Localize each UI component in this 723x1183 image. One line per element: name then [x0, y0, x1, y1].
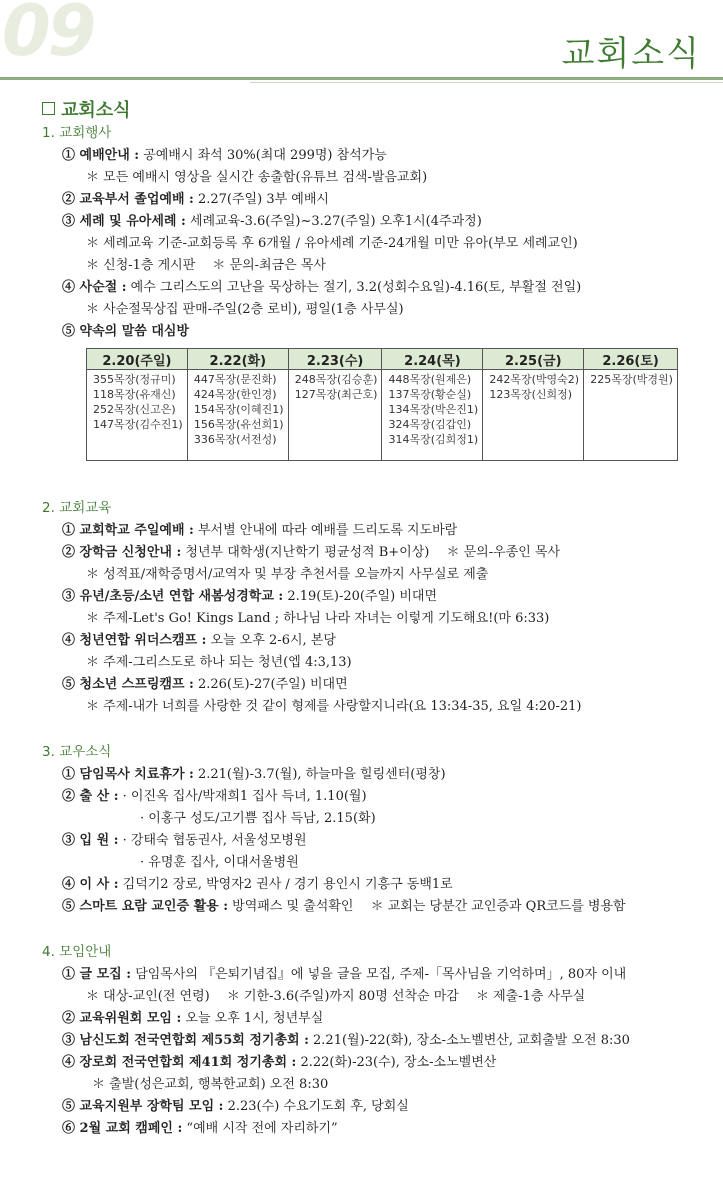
- header-rule-thin: [250, 82, 723, 83]
- s2-item-5: [62, 676, 348, 694]
- item-text: 2.27(주일) 3부 예배시: [193, 192, 329, 207]
- s1-item-1: [62, 147, 387, 165]
- item-text: 공예배시 좌석 30%(최대 299명) 참석가능: [139, 148, 387, 163]
- visitation-schedule-table: [86, 348, 678, 461]
- item-text: “예배 시작 전에 자리하기”: [182, 1121, 338, 1136]
- s2-item-3: [62, 588, 437, 606]
- s2-item-2: [62, 544, 560, 562]
- s1-item-3: [62, 213, 482, 231]
- cell-entry: 248목장(김승훈): [294, 373, 378, 386]
- cell-entry: 447목장(문진화): [193, 373, 277, 386]
- item-text: · 강태숙 협동권사, 서울성모병원: [118, 833, 307, 848]
- item-label: ③ 세례 및 유아세례 :: [62, 214, 186, 229]
- s4-item-6: [62, 1120, 338, 1138]
- s1-note-4: ＊ 사순절묵상집 판매-주일(2층 로비), 평일(1층 사무실): [86, 302, 404, 317]
- s3-item-4: [62, 876, 453, 894]
- cell-entry: 336목장(서전성): [193, 433, 277, 446]
- cell-entry: 123목장(신희정): [489, 388, 573, 401]
- item-text: 담임목사의 『은퇴기념집』에 넣을 글을 모집, 주제-「목사님을 기억하며」, 80자 이내: [131, 967, 627, 982]
- item-label: ④ 청년연합 위더스캠프 :: [62, 633, 207, 648]
- item-label: ④ 장로회 전국연합회 제41회 정기총회 :: [62, 1055, 297, 1070]
- table-cell: [87, 370, 188, 461]
- table-cell: [288, 370, 382, 461]
- cell-entry: 324목장(김갑인): [388, 418, 472, 431]
- s2-item-1: [62, 522, 457, 540]
- cell-entry: 242목장(박영숙2): [489, 373, 580, 386]
- item-text: 오늘 오후 2-6시, 본당: [206, 633, 336, 648]
- item-label: ② 장학금 신청안내 :: [62, 545, 182, 560]
- s3-item-1: [62, 766, 446, 784]
- item-text: 2.21(월)-3.7(월), 하늘마을 힐링센터(평창): [193, 767, 446, 782]
- item-text: 2.19(토)-20(주일) 비대면: [283, 589, 437, 604]
- s3-item-2: [62, 788, 367, 806]
- header-rule: [0, 77, 723, 80]
- table-cell: [187, 370, 288, 461]
- cell-entry: 314목장(김희정1): [388, 433, 479, 446]
- s2-note-3: ＊ 주제-Let's Go! Kings Land ; 하나님 나라 자녀는 이렇게 기도해요!(마 6:33): [86, 611, 550, 626]
- item-text: 김덕기2 장로, 박영자2 권사 / 경기 용인시 기흥구 동백1로: [118, 877, 453, 892]
- item-label: ① 예배안내 :: [62, 148, 140, 163]
- item-text: 2.22(화)-23(수), 장소-소노벨변산: [296, 1055, 497, 1070]
- item-text: 2.23(수) 수요기도회 후, 당회실: [223, 1099, 409, 1114]
- table-header-cell: 2.26(토): [584, 349, 678, 370]
- page-title: 교회소식: [561, 34, 701, 74]
- item-text: 부서별 안내에 따라 예배를 드리도록 지도바람: [193, 523, 458, 538]
- item-text: 방역패스 및 출석확인 ＊ 교회는 당분간 교인증과 QR코드를 병용함: [228, 899, 626, 914]
- cell-entry: 154목장(이혜진1): [193, 403, 284, 416]
- s4-note-4: ＊ 출발(성은교회, 행복한교회) 오전 8:30: [92, 1077, 329, 1092]
- item-label: ② 교육위원회 모임 :: [62, 1011, 182, 1026]
- table-header-cell: 2.23(수): [288, 349, 382, 370]
- table-header-cell: 2.25(금): [483, 349, 584, 370]
- cell-entry: 147목장(김수진1): [93, 418, 183, 431]
- s1-note-1: ＊ 모든 예배시 영상을 실시간 송출함(유튜브 검색-발음교회): [86, 170, 428, 185]
- item-label: ④ 사순절 :: [62, 280, 127, 295]
- s3-item-3b: · 유명훈 집사, 이대서울병원: [140, 855, 299, 870]
- item-text: 청년부 대학생(지난학기 평균성적 B+이상) ＊ 문의-우종인 목사: [181, 545, 561, 560]
- s4-item-5: [62, 1098, 409, 1116]
- table-cell: [382, 370, 483, 461]
- item-label: ① 글 모집 :: [62, 967, 132, 982]
- section-1-title: 1. 교회행사: [42, 125, 112, 141]
- item-label: ⑤ 청소년 스프링캠프 :: [62, 677, 194, 692]
- s3-item-3: [62, 832, 307, 850]
- item-label: ⑤ 스마트 요람 교인증 활용 :: [62, 899, 229, 914]
- s4-item-2: [62, 1010, 323, 1028]
- table-header-row: [87, 349, 678, 370]
- cell-entry: 448목장(원제은): [388, 373, 472, 386]
- item-label: ② 교육부서 졸업예배 :: [62, 192, 194, 207]
- table-row: [87, 370, 678, 461]
- cell-entry: 225목장(박경원): [590, 373, 673, 386]
- s1-note-3b: ＊ 신청-1층 게시판 ＊ 문의-최금은 목사: [86, 258, 326, 273]
- section-title: [42, 96, 131, 122]
- s3-item-2b: · 이홍구 성도/고기쁨 집사 득남, 2.15(화): [140, 811, 376, 826]
- s1-item-5: [62, 323, 189, 341]
- s2-note-2: ＊ 성적표/재학증명서/교역자 및 부장 추천서를 오늘까지 사무실로 제출: [86, 567, 489, 582]
- section-2-title: 2. 교회교육: [42, 500, 112, 516]
- s4-item-4: [62, 1054, 496, 1072]
- table-header-cell: 2.20(주일): [87, 349, 188, 370]
- table-header-cell: 2.24(목): [382, 349, 483, 370]
- item-label: ① 교회학교 주일예배 :: [62, 523, 194, 538]
- item-text: 오늘 오후 1시, 청년부실: [181, 1011, 324, 1026]
- s1-item-2: [62, 191, 329, 209]
- item-label: ③ 유년/초등/소년 연합 새봄성경학교 :: [62, 589, 284, 604]
- cell-entry: 118목장(유재신): [93, 388, 176, 401]
- s3-item-5: [62, 898, 626, 916]
- cell-entry: 252목장(신고은): [93, 403, 176, 416]
- s4-note-1: ＊ 대상-교인(전 연령) ＊ 기한-3.6(주일)까지 80명 선착순 마감 ＊ 제출-1층 사무실: [86, 989, 586, 1004]
- item-text: · 이진옥 집사/박재희1 집사 득녀, 1.10(월): [118, 789, 367, 804]
- item-label: ② 출 산 :: [62, 789, 119, 804]
- s1-note-3a: ＊ 세례교육 기준-교회등록 후 6개월 / 유아세례 기준-24개월 미만 유아(부모 세례교인): [86, 236, 578, 251]
- cell-entry: 137목장(황순실): [388, 388, 472, 401]
- cell-entry: 134목장(박은진1): [388, 403, 479, 416]
- cell-entry: 424목장(한인경): [193, 388, 277, 401]
- item-label: ④ 이 사 :: [62, 877, 119, 892]
- section-4-title: 4. 모임안내: [42, 944, 112, 960]
- table-header-cell: 2.22(화): [187, 349, 288, 370]
- page-number: 09: [2, 0, 94, 72]
- s2-item-4: [62, 632, 336, 650]
- item-label: ③ 입 원 :: [62, 833, 119, 848]
- item-label: ⑤ 약속의 말씀 대심방: [62, 324, 190, 339]
- cell-entry: 355목장(정규미): [93, 373, 176, 386]
- item-label: ⑤ 교육지원부 장학팀 모임 :: [62, 1099, 224, 1114]
- item-text: 2.21(월)-22(화), 장소-소노벨변산, 교회출발 오전 8:30: [308, 1033, 630, 1048]
- checkbox-square-icon: [42, 102, 55, 115]
- s2-note-5: ＊ 주제-내가 너희를 사랑한 것 같이 형제를 사랑할지니라(요 13:34-35, 요일 4:20-21): [86, 699, 582, 714]
- item-label: ① 담임목사 치료휴가 :: [62, 767, 194, 782]
- table-cell: [483, 370, 584, 461]
- s2-note-4: ＊ 주제-그리스도로 하나 되는 청년(엡 4:3,13): [86, 655, 352, 670]
- s4-item-1: [62, 966, 626, 984]
- section-3-title: 3. 교우소식: [42, 744, 112, 760]
- item-label: ③ 남신도회 전국연합회 제55회 정기총회 :: [62, 1033, 309, 1048]
- item-text: 세례교육-3.6(주일)~3.27(주일) 오후1시(4주과정): [185, 214, 482, 229]
- table-cell: [584, 370, 678, 461]
- item-text: 2.26(토)-27(주일) 비대면: [193, 677, 348, 692]
- cell-entry: 156목장(유선희1): [193, 418, 284, 431]
- section-title-text: 교회소식: [61, 100, 131, 121]
- s1-item-4: [62, 279, 581, 297]
- s4-item-3: [62, 1032, 630, 1050]
- cell-entry: 127목장(최근호): [294, 388, 378, 401]
- item-text: 예수 그리스도의 고난을 묵상하는 절기, 3.2(성회수요일)-4.16(토, 부활절 전일): [126, 280, 582, 295]
- item-label: ⑥ 2월 교회 캠페인 :: [62, 1121, 183, 1136]
